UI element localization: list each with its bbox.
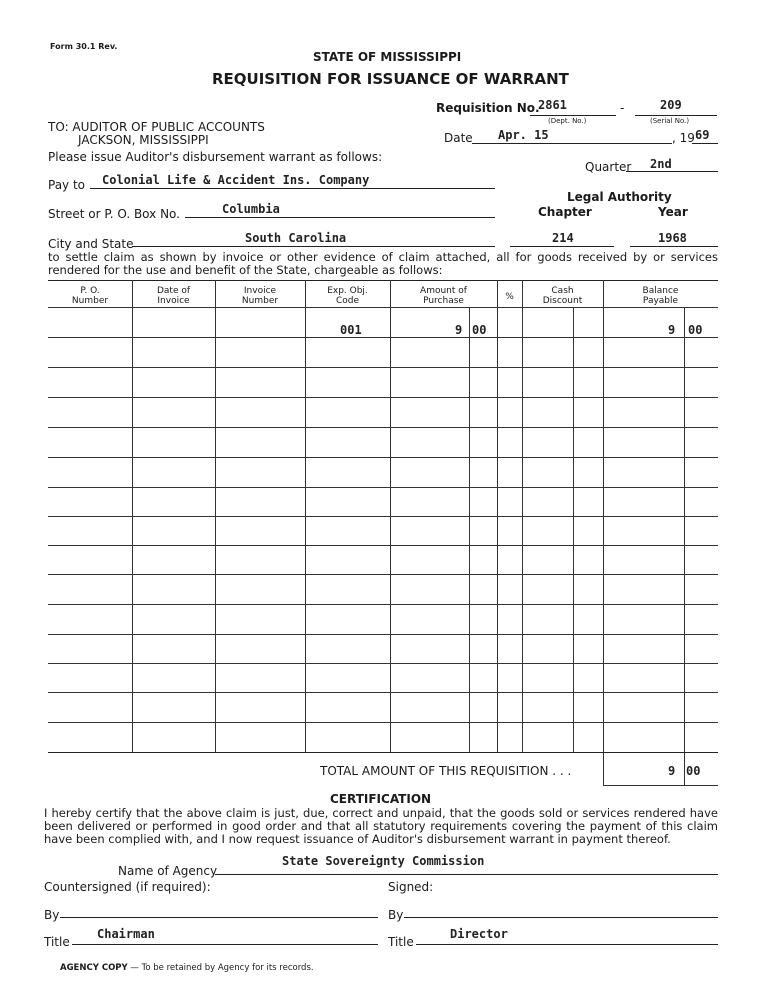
certification-heading: CERTIFICATION xyxy=(330,792,432,806)
countersigned-label: Countersigned (if required): xyxy=(44,880,211,894)
certification-text: I hereby certify that the above claim is just, due, correct and unpaid, that the goods sold or services rendered have been delivered or performed in good order and that all statutory requirements covering the payment of this claim have been complied with, and I now request issuance of Auditor's disbursement warrant in payment thereof. xyxy=(44,806,718,846)
requisition-label: Requisition No. xyxy=(436,101,540,115)
state-heading: STATE OF MISSISSIPPI xyxy=(313,50,462,64)
row1-amount-cents: 00 xyxy=(472,323,487,337)
year-prefix: , 19 xyxy=(672,131,695,145)
date-label: Date xyxy=(444,131,473,145)
form-title: REQUISITION FOR ISSUANCE OF WARRANT xyxy=(212,70,569,88)
addressee-line2: JACKSON, MISSISSIPPI xyxy=(78,133,209,147)
col-cash: Cash Discount xyxy=(542,286,583,306)
settle-text: to settle claim as shown by invoice or other evidence of claim attached, all for goods received by or services rendered for the use and benefit of the State, chargeable as follows: xyxy=(48,250,718,277)
date-value: Apr. 15 xyxy=(498,128,549,142)
total-cents: 00 xyxy=(686,764,701,778)
col-po: P. O. Number xyxy=(71,286,109,306)
street-label: Street or P. O. Box No. xyxy=(48,207,180,221)
col-balance: Balance Payable xyxy=(642,286,679,306)
addressee-line1: TO: AUDITOR OF PUBLIC ACCOUNTS xyxy=(48,120,265,134)
legal-year-value: 1968 xyxy=(658,231,687,245)
agency-label: Name of Agency xyxy=(118,864,218,878)
total-label: TOTAL AMOUNT OF THIS REQUISITION . . . xyxy=(320,764,572,778)
footer-agency-copy: AGENCY COPY — To be retained by Agency for its records. xyxy=(60,963,314,973)
chapter-value: 214 xyxy=(552,231,574,245)
dept-no-caption: (Dept. No.) xyxy=(548,117,587,125)
pay-to-value: Colonial Life & Accident Ins. Company xyxy=(102,173,370,187)
form-number: Form 30.1 Rev. xyxy=(50,42,118,51)
col-invoice: Invoice Number xyxy=(241,286,279,306)
title-left-value: Chairman xyxy=(97,927,155,941)
serial-no-caption: (Serial No.) xyxy=(650,117,690,125)
row1-balance-dollars: 9 xyxy=(668,323,676,337)
city-value: South Carolina xyxy=(245,231,347,245)
col-exp: Exp. Obj. Code xyxy=(327,286,368,306)
quarter-label: Quarter xyxy=(585,160,632,174)
quarter-value: 2nd xyxy=(650,157,672,171)
instruction-text: Please issue Auditor's disbursement warrant as follows: xyxy=(48,150,383,164)
year-value: 69 xyxy=(695,128,710,142)
serial-no-value: 209 xyxy=(660,98,682,112)
row1-amount-dollars: 9 xyxy=(455,323,463,337)
row1-balance-cents: 00 xyxy=(688,323,703,337)
legal-authority-heading: Legal Authority xyxy=(567,190,672,204)
row1-exp-code: 001 xyxy=(340,323,362,337)
title-right-value: Director xyxy=(450,927,508,941)
street-value: Columbia xyxy=(222,202,280,216)
by-left-label: By xyxy=(44,908,60,922)
signed-label: Signed: xyxy=(388,880,434,894)
chapter-label: Chapter xyxy=(538,205,592,219)
title-right-label: Title xyxy=(388,935,414,949)
by-right-label: By xyxy=(388,908,404,922)
total-dollars: 9 xyxy=(668,764,676,778)
col-amount: Amount of Purchase xyxy=(420,286,467,306)
pay-to-label: Pay to xyxy=(48,178,86,192)
agency-value: State Sovereignty Commission xyxy=(282,854,485,868)
city-label: City and State xyxy=(48,237,134,251)
col-pct: % xyxy=(505,292,514,302)
col-date: Date of Invoice xyxy=(156,286,191,306)
title-left-label: Title xyxy=(44,935,70,949)
dept-no-value: 2861 xyxy=(538,98,567,112)
legal-year-label: Year xyxy=(658,205,688,219)
